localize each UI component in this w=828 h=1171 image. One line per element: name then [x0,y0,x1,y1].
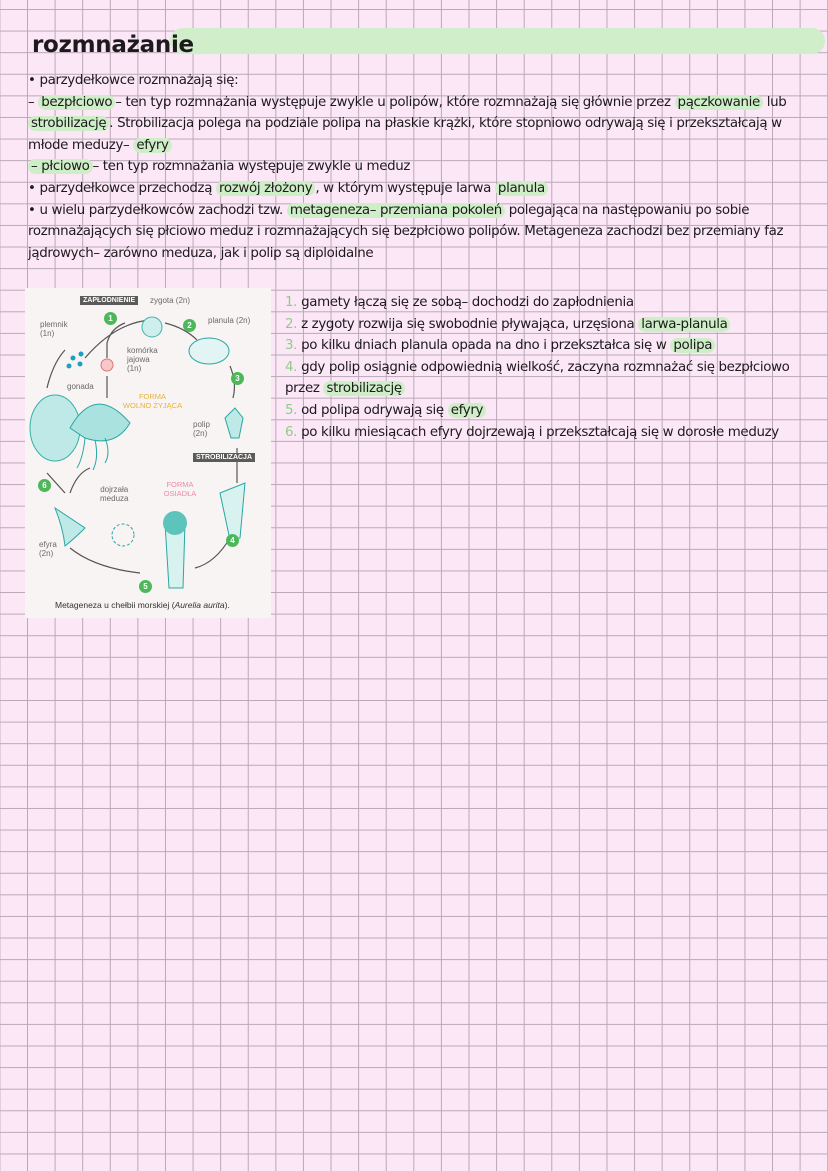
note-line [28,156,823,178]
highlighted-term: efyry [133,138,171,153]
planula-larva [189,338,229,364]
label-egg-cell: komórka jajowa (1n) [127,346,158,373]
text-segment: gdy polip osiągnie odpowiednią wielkość, zaczyna rozmnażać się bezpłciowo [301,359,790,375]
text-segment: – ten typ rozmnażania występuje zwykle u polipów, które rozmnażają się głównie przez [115,94,675,110]
text-segment: . Strobilizacja polega na podziale polipa na płaskie krążki, które stopniowo odrywają się i przekształcają w [109,116,782,132]
notes-body [28,70,823,264]
text-segment: , w którym występuje larwa [315,180,495,196]
step-badge-6: 6 [38,479,51,492]
highlighted-term: metageneza– przemiana pokoleń [287,203,505,218]
text-segment: od polipa odrywają się [301,402,448,418]
metagenesis-diagram [25,288,271,618]
label-gonad: gonada [67,382,94,391]
text-segment: po kilku dniach planula opada na dno i przekształca się w [301,338,671,354]
page-title: rozmnażanie [32,32,194,58]
text-segment: gamety łączą się ze sobą– dochodzi do zapłodnienia [301,295,634,310]
step-line [285,357,815,379]
text-segment: • u wielu parzydełkowców zachodzi tzw. [28,202,287,218]
highlighted-term: – płciowo [28,159,93,174]
note-line [28,178,823,200]
highlighted-term: polipa [670,338,715,353]
arrow-ephyra-return [70,548,140,573]
label-ephyra: efyra (2n) [39,540,57,558]
note-line [28,200,823,222]
polyp [225,408,243,438]
step-line [285,400,815,422]
label-planula: planula (2n) [208,316,251,325]
text-segment: polegająca na następowaniu po sobie [504,202,750,218]
label-sperm: plemnik (1n) [40,320,68,338]
highlighted-term: rozwój złożony [216,181,315,196]
title-highlight [170,28,825,54]
highlighted-term: planula [495,181,548,196]
highlighted-term: bezpłciowo [38,95,115,110]
highlighted-term: larwa-planula [638,317,730,332]
zygote-cell [142,317,162,337]
text-segment: lub [762,94,787,110]
note-line [28,243,823,265]
strobila [220,483,245,540]
step-line [285,422,815,444]
step-line [285,335,815,357]
step-number: 6. [285,424,298,440]
step-number: 5. [285,402,298,418]
step-badge-1: 1 [104,312,117,325]
label-zygote: zygota (2n) [150,296,191,305]
text-segment: z zygoty rozwija się swobodnie pływająca, urzęsiona [301,316,639,332]
ephyra-star [112,524,134,546]
fertilization-tag: ZAPŁODNIENIE [80,296,138,305]
sperm-cells [67,352,84,369]
step-number: 3. [285,338,298,354]
note-line [28,92,823,114]
arrow-medusa-sperm [47,350,65,388]
step-number: 4. [285,359,298,375]
step-badge-2: 2 [183,319,196,332]
note-line [28,113,823,135]
note-line [28,70,823,92]
text-segment: – [28,94,39,110]
step-badge-3: 3 [231,372,244,385]
step-badge-4: 4 [226,534,239,547]
text-segment: • parzydełkowce przechodzą [28,180,216,196]
ephyra [55,508,85,546]
label-sessile-form: FORMA OSIADŁA [163,480,197,498]
text-segment: • parzydełkowce rozmnażają się: [28,73,239,88]
medusa-tentacles [77,438,108,470]
text-segment: przez [285,381,324,397]
step-number: 2. [285,316,298,332]
text-segment: – ten typ rozmnażania występuje zwykle u meduz [92,159,411,175]
label-mature-medusa: dojrzała meduza [100,485,129,503]
cycle-steps-list [285,292,815,443]
step-line [285,292,815,314]
strobilation-tag: STROBILIZACJA [193,453,255,462]
note-line [28,221,823,243]
text-segment: jądrowych– zarówno meduza, jak i polip są diploidalne [28,245,374,261]
egg-cell [101,359,113,371]
text-segment: młode meduzy– [28,137,134,153]
step-badge-5: 5 [139,580,152,593]
note-line [28,135,823,157]
text-segment: po kilku miesiącach efyry dojrzewają i przekształcają się w dorosłe meduzy [301,424,779,440]
text-segment: rozmnażających się płciowo meduz i rozmnażających się bezpłciowo polipów. Metageneza zachodzi bez przemiany faz [28,224,784,240]
highlighted-term: pączkowanie [675,95,763,110]
label-free-living-form: FORMA WOLNO ŻYJĄCA [122,392,183,410]
highlighted-term: efyry [448,403,486,418]
step-line [285,314,815,336]
step-number: 1. [285,295,298,310]
highlighted-term: strobilizację [323,381,404,396]
step-line [285,378,815,400]
highlighted-term: strobilizację [28,116,109,131]
arrow-strobila-ephyra [195,538,230,568]
strobila-disc [163,511,187,535]
label-polyp: polip (2n) [193,420,210,438]
diagram-caption: Metageneza u chełbii morskiej (Aurelia aurita). [55,600,230,610]
arrow-ephyra-medusa-2 [70,468,90,493]
